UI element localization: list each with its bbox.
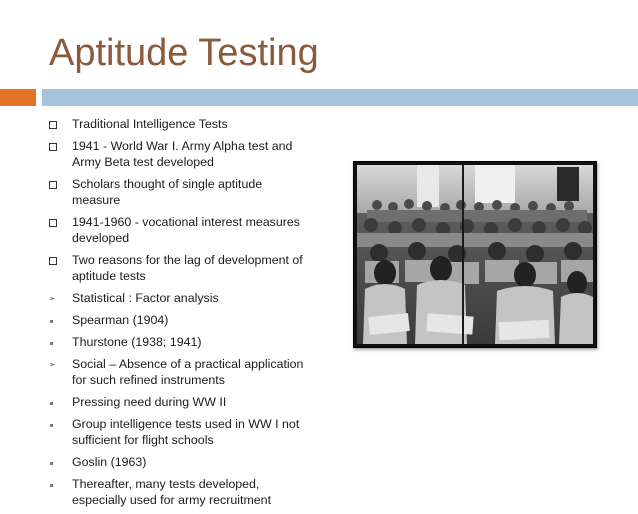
bullet-item — [48, 290, 310, 306]
bullet-text: Two reasons for the lag of development of aptitude tests — [72, 253, 303, 283]
bullet-text: 1941-1960 - vocational interest measures developed — [72, 215, 300, 245]
dot-bullet-icon — [48, 419, 62, 431]
dot-bullet-icon — [48, 337, 62, 349]
bullet-text: Thereafter, many tests developed, especially used for army recruitment — [72, 477, 272, 507]
bullet-text: Thurstone (1938; 1941) — [72, 335, 202, 349]
bullet-item — [48, 476, 310, 508]
bullet-item — [48, 252, 310, 284]
arrow-bullet-icon: ➢ — [49, 360, 56, 369]
square-bullet-icon — [48, 255, 62, 267]
dot-bullet-icon — [48, 457, 62, 469]
soldiers-testing-photo — [357, 165, 593, 344]
bullet-item — [48, 312, 310, 328]
square-bullet-icon — [48, 217, 62, 229]
arrow-bullet-icon: ➢ — [49, 294, 56, 303]
square-bullet-icon — [48, 119, 62, 131]
dot-bullet-icon — [48, 479, 62, 491]
bullet-item — [48, 356, 310, 388]
bullet-list — [48, 116, 310, 514]
bullet-text: 1941 - World War I. Army Alpha test and Army Beta test developed — [72, 139, 293, 169]
bullet-item — [48, 138, 310, 170]
bullet-text: Spearman (1904) — [72, 313, 169, 327]
square-bullet-icon — [48, 141, 62, 153]
dot-bullet-icon — [48, 315, 62, 327]
bullet-item — [48, 214, 310, 246]
bullet-item — [48, 176, 310, 208]
bullet-item — [48, 454, 310, 470]
bullet-item — [48, 334, 310, 350]
photo-illustration — [357, 165, 593, 344]
square-bullet-icon — [48, 179, 62, 191]
slide-title: Aptitude Testing — [49, 32, 319, 74]
bullet-text: Scholars thought of single aptitude measure — [72, 177, 263, 207]
bullet-item — [48, 116, 310, 132]
photo-frame — [353, 161, 597, 348]
bullet-text: Statistical : Factor analysis — [72, 291, 219, 305]
bullet-text: Traditional Intelligence Tests — [72, 117, 228, 131]
bullet-text: Social – Absence of a practical application for such refined instruments — [72, 357, 304, 387]
bullet-item — [48, 394, 310, 410]
bullet-text: Goslin (1963) — [72, 455, 147, 469]
accent-band-right — [42, 89, 638, 106]
bullet-item — [48, 416, 310, 448]
bullet-text: Group intelligence tests used in WW I not sufficient for flight schools — [72, 417, 300, 447]
bullet-text: Pressing need during WW II — [72, 395, 227, 409]
dot-bullet-icon — [48, 397, 62, 409]
accent-band-left — [0, 89, 36, 106]
